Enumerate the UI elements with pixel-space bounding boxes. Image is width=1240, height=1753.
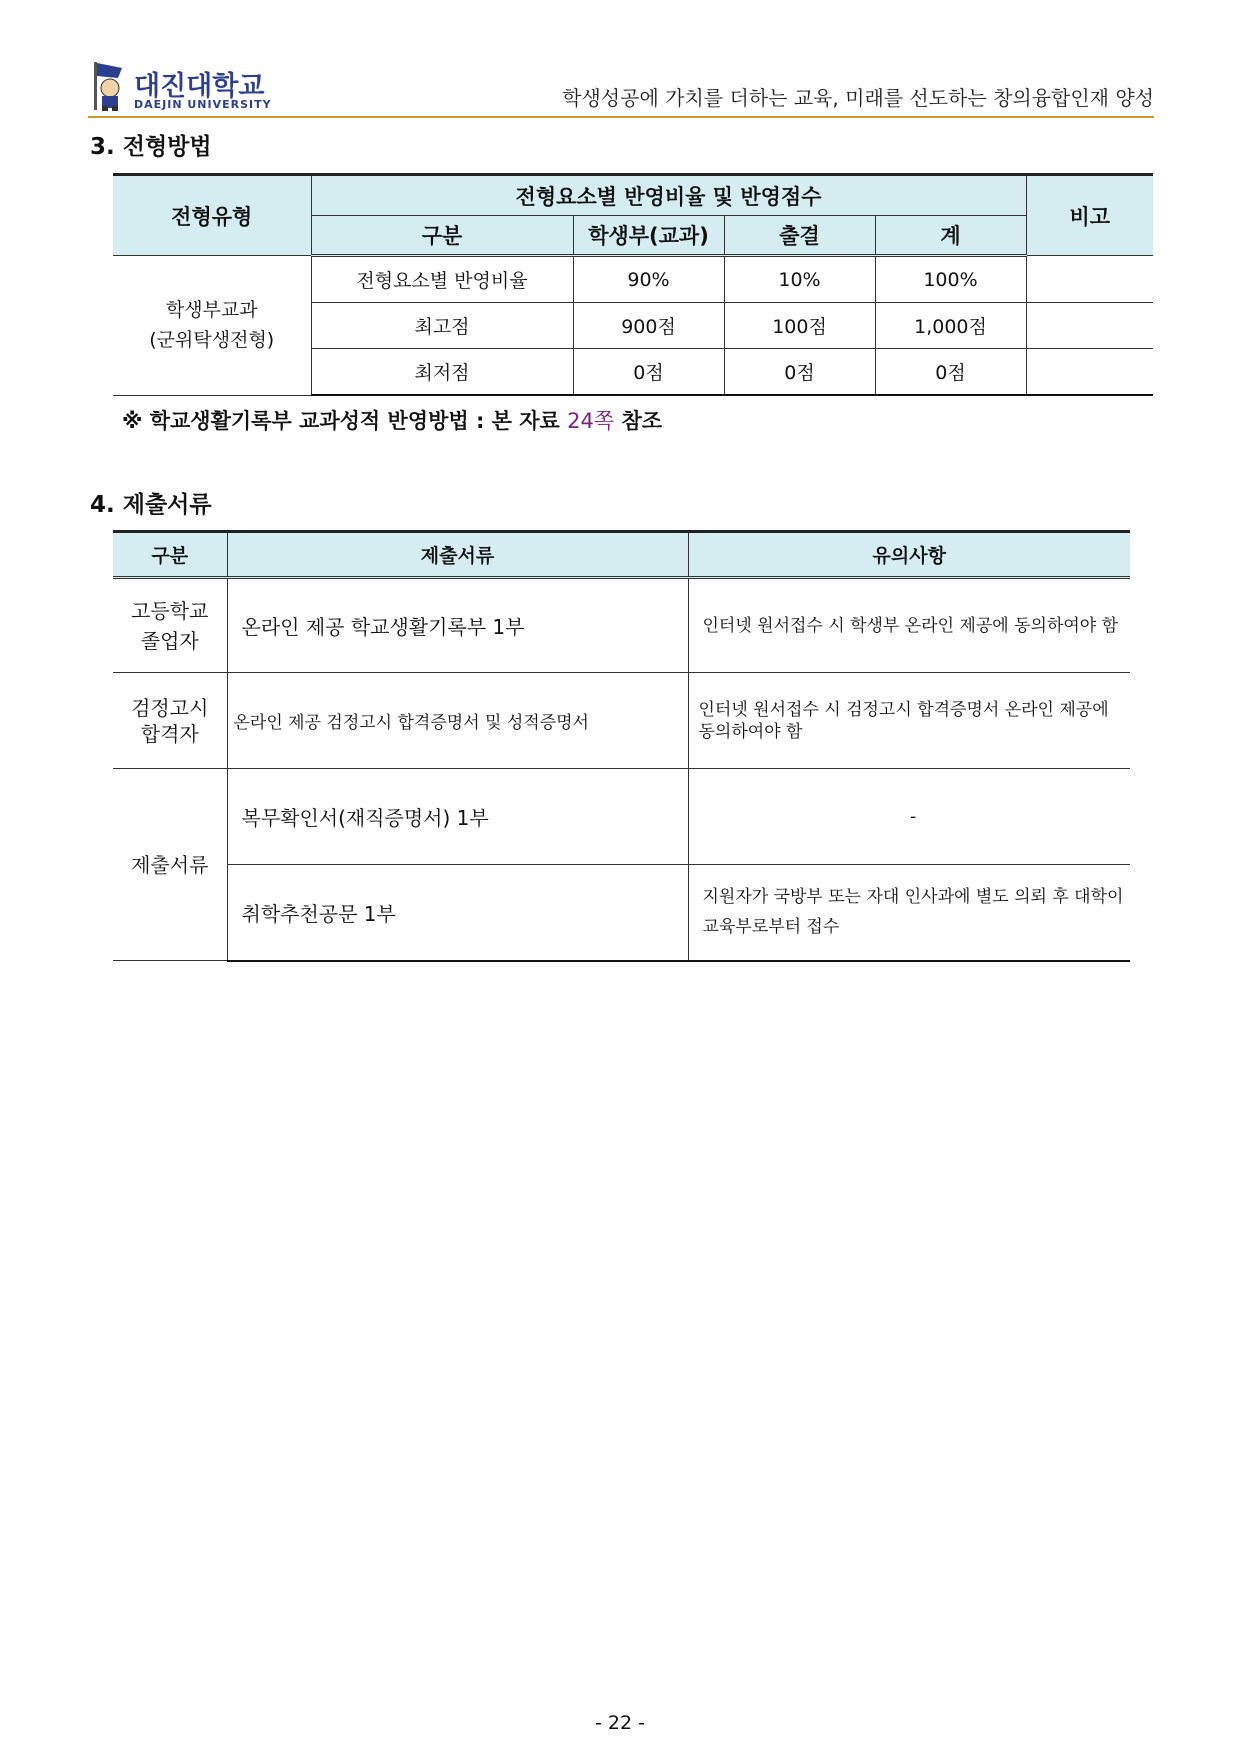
section-title-documents: 4. 제출서류 xyxy=(90,492,212,518)
row-label: 최저점 xyxy=(311,349,573,396)
page-number: - 22 - xyxy=(595,1712,645,1734)
document-cell: 복무확인서(재직증명서) 1부 xyxy=(227,769,688,865)
section-title-selection-method: 3. 전형방법 xyxy=(90,134,212,160)
category-cell xyxy=(113,673,227,769)
row-label: 전형요소별 반영비율 xyxy=(311,256,573,303)
row-label: 최고점 xyxy=(311,303,573,349)
header-ratio-score-group: 전형요소별 반영비율 및 반영점수 xyxy=(311,175,1026,216)
table-row xyxy=(113,769,1130,865)
attendance-value: 100점 xyxy=(724,303,875,349)
reference-page: 24쪽 xyxy=(567,409,615,433)
selection-method-table xyxy=(113,173,1153,396)
record-value: 90% xyxy=(573,256,724,303)
category-line2: 합격자 xyxy=(140,721,199,746)
table-row xyxy=(113,673,1130,769)
total-value: 1,000점 xyxy=(875,303,1026,349)
header-school-record: 학생부(교과) xyxy=(573,216,724,256)
attendance-value: 10% xyxy=(724,256,875,303)
document-cell: 온라인 제공 학교생활기록부 1부 xyxy=(227,578,688,673)
selection-type-line1: 학생부교과 xyxy=(165,299,258,322)
mascot-flag-icon xyxy=(88,60,128,112)
category-cell xyxy=(113,578,227,673)
header-slogan: 학생성공에 가치를 더하는 교육, 미래를 선도하는 창의융합인재 양성 xyxy=(562,86,1154,110)
remark-cell: 인터넷 원서접수 시 검정고시 합격증명서 온라인 제공에 동의하여야 함 xyxy=(688,673,1130,769)
note-value xyxy=(1026,256,1153,303)
reference-note xyxy=(122,405,662,435)
note-value xyxy=(1026,349,1153,396)
university-logo xyxy=(88,58,298,114)
document-cell: 취학추천공문 1부 xyxy=(227,865,688,961)
header-category: 구분 xyxy=(113,532,227,578)
table-row xyxy=(113,865,1130,961)
table-row xyxy=(113,578,1130,673)
header-selection-type: 전형유형 xyxy=(113,175,311,256)
category-cell: 제출서류 xyxy=(113,769,227,961)
page-header xyxy=(88,58,1154,118)
category-line1: 고등학교 xyxy=(131,598,209,623)
remark-cell: - xyxy=(688,769,1130,865)
documents-table xyxy=(113,530,1130,962)
logo-name: 대진대학교 xyxy=(134,71,265,102)
document-cell: 온라인 제공 검정고시 합격증명서 및 성적증명서 xyxy=(227,673,688,769)
remark-cell: 인터넷 원서접수 시 학생부 온라인 제공에 동의하여야 함 xyxy=(688,578,1130,673)
selection-type-cell xyxy=(113,256,311,396)
total-value: 100% xyxy=(875,256,1026,303)
category-line2: 졸업자 xyxy=(140,628,199,653)
reference-note-suffix: 참조 xyxy=(614,409,663,433)
record-value: 0점 xyxy=(573,349,724,396)
total-value: 0점 xyxy=(875,349,1026,396)
header-total: 계 xyxy=(875,216,1026,256)
header-attendance: 출결 xyxy=(724,216,875,256)
category-line1: 검정고시 xyxy=(131,695,209,720)
selection-type-line2: (군위탁생전형) xyxy=(149,329,275,352)
attendance-value: 0점 xyxy=(724,349,875,396)
table-row xyxy=(113,256,1153,303)
record-value: 900점 xyxy=(573,303,724,349)
header-remarks: 비고 xyxy=(1026,175,1153,256)
reference-note-prefix: ※ 학교생활기록부 교과성적 반영방법 : 본 자료 xyxy=(122,409,568,433)
header-notes: 유의사항 xyxy=(688,532,1130,578)
header-category: 구분 xyxy=(311,216,573,256)
remark-cell: 지원자가 국방부 또는 자대 인사과에 별도 의뢰 후 대학이 교육부로부터 접수 xyxy=(688,865,1130,961)
logo-subtitle: DAEJIN UNIVERSITY xyxy=(134,98,272,111)
note-value xyxy=(1026,303,1153,349)
header-documents: 제출서류 xyxy=(227,532,688,578)
